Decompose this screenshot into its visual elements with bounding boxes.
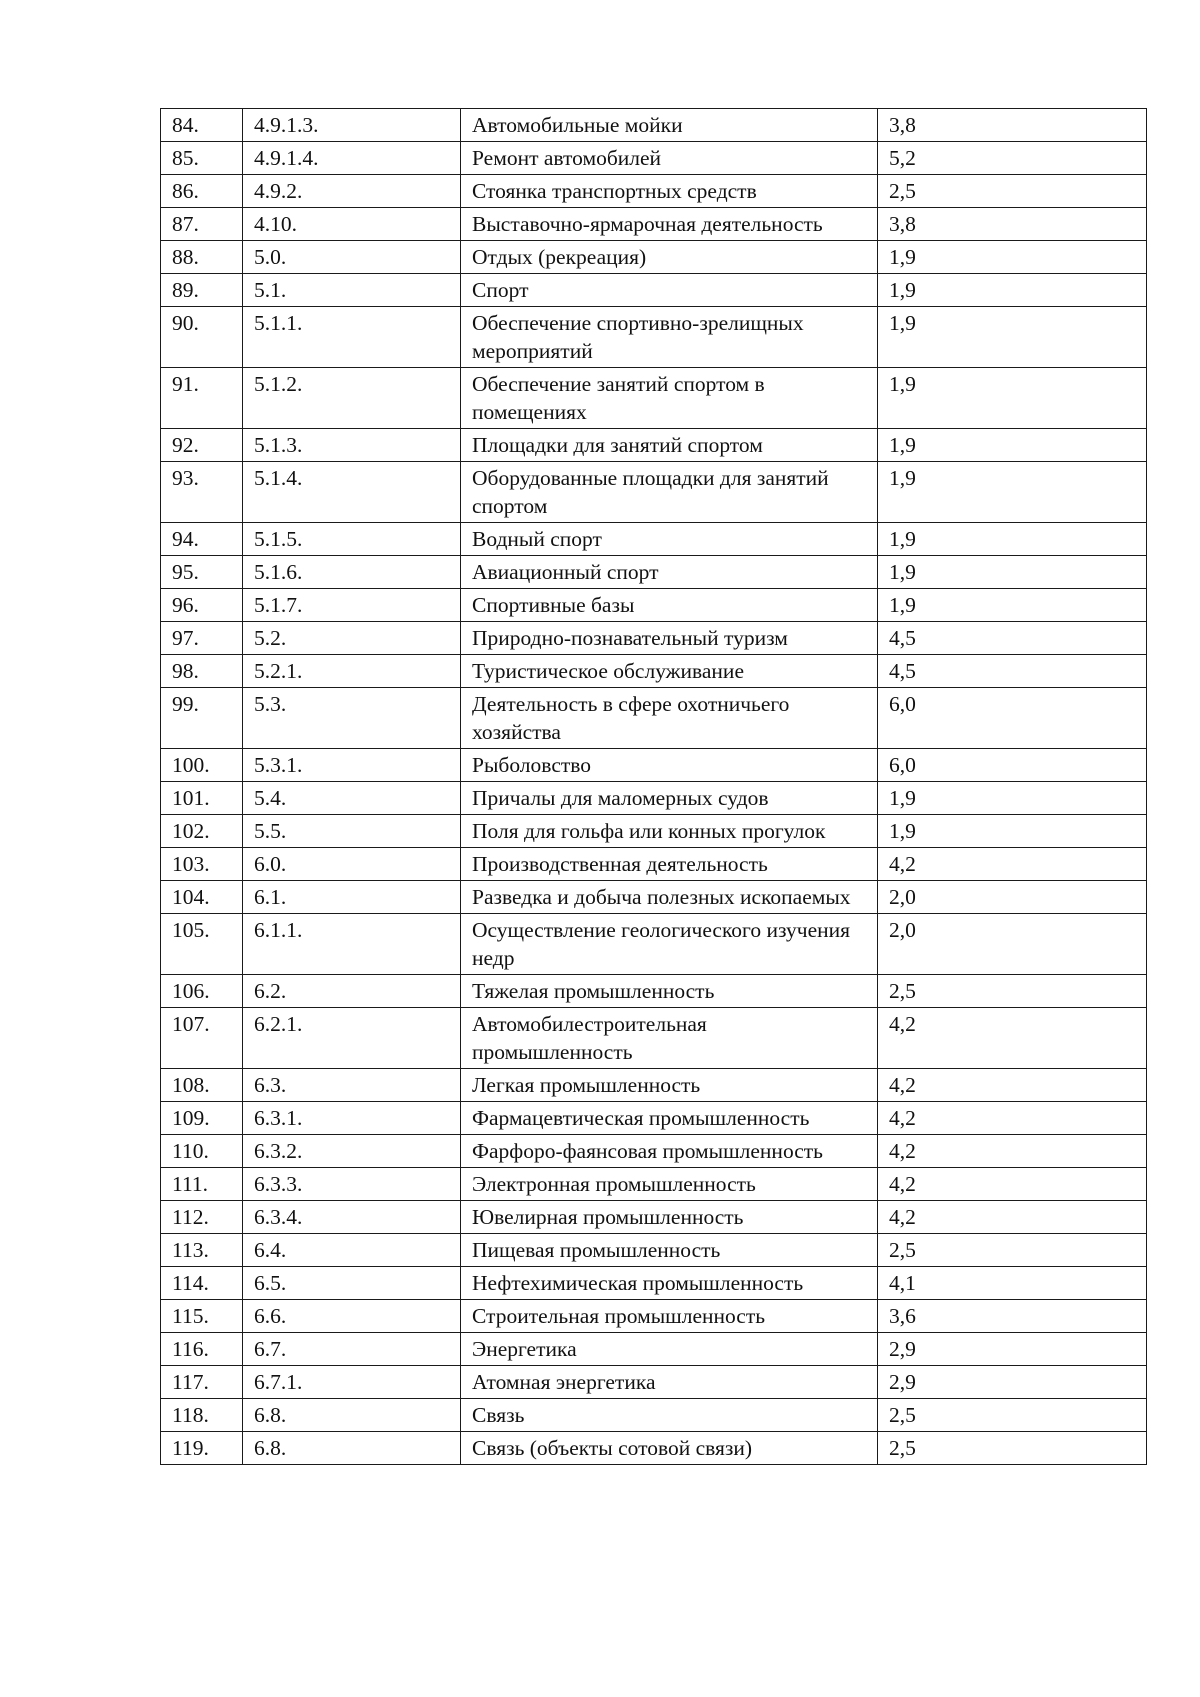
- row-number-cell: 106.: [161, 975, 243, 1008]
- activity-name-cell: Пищевая промышленность: [461, 1234, 878, 1267]
- row-number-cell: 94.: [161, 523, 243, 556]
- activity-name-cell: Выставочно-ярмарочная деятельность: [461, 208, 878, 241]
- code-cell: 6.3.1.: [243, 1102, 461, 1135]
- table-row: [161, 815, 1147, 848]
- row-number-cell: 87.: [161, 208, 243, 241]
- coefficient-cell: 4,2: [878, 1069, 1147, 1102]
- table-row: [161, 848, 1147, 881]
- table-row: [161, 749, 1147, 782]
- activity-name-cell: Автомобилестроительная промышленность: [461, 1008, 878, 1069]
- coefficient-cell: 6,0: [878, 749, 1147, 782]
- row-number-cell: 86.: [161, 175, 243, 208]
- coefficient-cell: 2,0: [878, 914, 1147, 975]
- code-cell: 5.2.1.: [243, 655, 461, 688]
- row-number-cell: 90.: [161, 307, 243, 368]
- code-cell: 6.5.: [243, 1267, 461, 1300]
- row-number-cell: 103.: [161, 848, 243, 881]
- row-number-cell: 109.: [161, 1102, 243, 1135]
- code-cell: 5.4.: [243, 782, 461, 815]
- row-number-cell: 96.: [161, 589, 243, 622]
- row-number-cell: 104.: [161, 881, 243, 914]
- table-row: [161, 556, 1147, 589]
- coefficient-cell: 2,5: [878, 1234, 1147, 1267]
- table-row: [161, 208, 1147, 241]
- code-cell: 5.1.1.: [243, 307, 461, 368]
- code-cell: 6.4.: [243, 1234, 461, 1267]
- coefficient-cell: 2,5: [878, 1399, 1147, 1432]
- code-cell: 4.9.1.3.: [243, 109, 461, 142]
- table-row: [161, 589, 1147, 622]
- coefficient-cell: 4,2: [878, 1201, 1147, 1234]
- activity-name-cell: Авиационный спорт: [461, 556, 878, 589]
- row-number-cell: 107.: [161, 1008, 243, 1069]
- table-row: [161, 881, 1147, 914]
- code-cell: 6.2.: [243, 975, 461, 1008]
- activity-name-cell: Обеспечение спортивно-зрелищных мероприятий: [461, 307, 878, 368]
- activity-name-cell: Электронная промышленность: [461, 1168, 878, 1201]
- row-number-cell: 114.: [161, 1267, 243, 1300]
- row-number-cell: 117.: [161, 1366, 243, 1399]
- code-cell: 6.8.: [243, 1432, 461, 1465]
- row-number-cell: 100.: [161, 749, 243, 782]
- row-number-cell: 115.: [161, 1300, 243, 1333]
- coefficient-cell: 4,1: [878, 1267, 1147, 1300]
- coefficient-cell: 6,0: [878, 688, 1147, 749]
- activity-name-cell: Связь (объекты сотовой связи): [461, 1432, 878, 1465]
- code-cell: 6.3.2.: [243, 1135, 461, 1168]
- coefficient-cell: 4,2: [878, 1008, 1147, 1069]
- table-row: [161, 975, 1147, 1008]
- row-number-cell: 98.: [161, 655, 243, 688]
- coefficient-cell: 2,5: [878, 175, 1147, 208]
- table-row: [161, 622, 1147, 655]
- row-number-cell: 91.: [161, 368, 243, 429]
- table-row: [161, 1069, 1147, 1102]
- code-cell: 6.3.4.: [243, 1201, 461, 1234]
- table-row: [161, 109, 1147, 142]
- coefficient-cell: 2,5: [878, 975, 1147, 1008]
- activity-name-cell: Деятельность в сфере охотничьего хозяйства: [461, 688, 878, 749]
- activity-name-cell: Водный спорт: [461, 523, 878, 556]
- activity-name-cell: Легкая промышленность: [461, 1069, 878, 1102]
- row-number-cell: 92.: [161, 429, 243, 462]
- coefficient-cell: 3,6: [878, 1300, 1147, 1333]
- coefficient-cell: 1,9: [878, 589, 1147, 622]
- coefficient-cell: 1,9: [878, 274, 1147, 307]
- code-cell: 5.5.: [243, 815, 461, 848]
- activity-name-cell: Оборудованные площадки для занятий спортом: [461, 462, 878, 523]
- code-cell: 6.0.: [243, 848, 461, 881]
- coefficient-cell: 2,0: [878, 881, 1147, 914]
- coefficient-cell: 2,5: [878, 1432, 1147, 1465]
- table-body: [161, 109, 1147, 1465]
- row-number-cell: 93.: [161, 462, 243, 523]
- coefficient-cell: 1,9: [878, 782, 1147, 815]
- land-use-table: [160, 108, 1147, 1465]
- table-row: [161, 1432, 1147, 1465]
- activity-name-cell: Спорт: [461, 274, 878, 307]
- coefficient-cell: 1,9: [878, 462, 1147, 523]
- table-row: [161, 1234, 1147, 1267]
- activity-name-cell: Стоянка транспортных средств: [461, 175, 878, 208]
- activity-name-cell: Спортивные базы: [461, 589, 878, 622]
- activity-name-cell: Ремонт автомобилей: [461, 142, 878, 175]
- table-row: [161, 368, 1147, 429]
- code-cell: 6.1.: [243, 881, 461, 914]
- row-number-cell: 119.: [161, 1432, 243, 1465]
- code-cell: 5.3.: [243, 688, 461, 749]
- activity-name-cell: Поля для гольфа или конных прогулок: [461, 815, 878, 848]
- table-row: [161, 1333, 1147, 1366]
- coefficient-cell: 3,8: [878, 109, 1147, 142]
- activity-name-cell: Обеспечение занятий спортом в помещениях: [461, 368, 878, 429]
- coefficient-cell: 1,9: [878, 815, 1147, 848]
- activity-name-cell: Причалы для маломерных судов: [461, 782, 878, 815]
- table-row: [161, 1008, 1147, 1069]
- row-number-cell: 95.: [161, 556, 243, 589]
- table-row: [161, 655, 1147, 688]
- coefficient-cell: 2,9: [878, 1333, 1147, 1366]
- activity-name-cell: Тяжелая промышленность: [461, 975, 878, 1008]
- row-number-cell: 113.: [161, 1234, 243, 1267]
- activity-name-cell: Фарфоро-фаянсовая промышленность: [461, 1135, 878, 1168]
- row-number-cell: 116.: [161, 1333, 243, 1366]
- code-cell: 5.1.7.: [243, 589, 461, 622]
- activity-name-cell: Площадки для занятий спортом: [461, 429, 878, 462]
- activity-name-cell: Отдых (рекреация): [461, 241, 878, 274]
- coefficient-cell: 4,2: [878, 1168, 1147, 1201]
- row-number-cell: 111.: [161, 1168, 243, 1201]
- activity-name-cell: Связь: [461, 1399, 878, 1432]
- code-cell: 6.3.3.: [243, 1168, 461, 1201]
- code-cell: 5.1.2.: [243, 368, 461, 429]
- activity-name-cell: Разведка и добыча полезных ископаемых: [461, 881, 878, 914]
- row-number-cell: 101.: [161, 782, 243, 815]
- table-row: [161, 688, 1147, 749]
- code-cell: 5.2.: [243, 622, 461, 655]
- activity-name-cell: Туристическое обслуживание: [461, 655, 878, 688]
- code-cell: 5.1.4.: [243, 462, 461, 523]
- table-row: [161, 307, 1147, 368]
- table-row: [161, 914, 1147, 975]
- coefficient-cell: 4,5: [878, 655, 1147, 688]
- row-number-cell: 108.: [161, 1069, 243, 1102]
- coefficient-cell: 4,5: [878, 622, 1147, 655]
- coefficient-cell: 4,2: [878, 1135, 1147, 1168]
- table-row: [161, 241, 1147, 274]
- table-row: [161, 1201, 1147, 1234]
- table-row: [161, 1300, 1147, 1333]
- activity-name-cell: Фармацевтическая промышленность: [461, 1102, 878, 1135]
- coefficient-cell: 4,2: [878, 1102, 1147, 1135]
- activity-name-cell: Рыболовство: [461, 749, 878, 782]
- coefficient-cell: 1,9: [878, 523, 1147, 556]
- activity-name-cell: Автомобильные мойки: [461, 109, 878, 142]
- code-cell: 6.7.: [243, 1333, 461, 1366]
- activity-name-cell: Нефтехимическая промышленность: [461, 1267, 878, 1300]
- row-number-cell: 85.: [161, 142, 243, 175]
- code-cell: 6.2.1.: [243, 1008, 461, 1069]
- activity-name-cell: Природно-познавательный туризм: [461, 622, 878, 655]
- code-cell: 5.1.5.: [243, 523, 461, 556]
- coefficient-cell: 5,2: [878, 142, 1147, 175]
- row-number-cell: 112.: [161, 1201, 243, 1234]
- coefficient-cell: 1,9: [878, 429, 1147, 462]
- code-cell: 6.3.: [243, 1069, 461, 1102]
- coefficient-cell: 1,9: [878, 556, 1147, 589]
- coefficient-cell: 1,9: [878, 368, 1147, 429]
- table-row: [161, 175, 1147, 208]
- table-row: [161, 782, 1147, 815]
- table-row: [161, 429, 1147, 462]
- row-number-cell: 88.: [161, 241, 243, 274]
- row-number-cell: 99.: [161, 688, 243, 749]
- coefficient-cell: 2,9: [878, 1366, 1147, 1399]
- row-number-cell: 97.: [161, 622, 243, 655]
- table-row: [161, 462, 1147, 523]
- row-number-cell: 89.: [161, 274, 243, 307]
- activity-name-cell: Строительная промышленность: [461, 1300, 878, 1333]
- row-number-cell: 105.: [161, 914, 243, 975]
- code-cell: 4.10.: [243, 208, 461, 241]
- table-row: [161, 1135, 1147, 1168]
- table-row: [161, 1267, 1147, 1300]
- row-number-cell: 102.: [161, 815, 243, 848]
- activity-name-cell: Осуществление геологического изучения недр: [461, 914, 878, 975]
- code-cell: 5.1.3.: [243, 429, 461, 462]
- code-cell: 6.7.1.: [243, 1366, 461, 1399]
- code-cell: 6.8.: [243, 1399, 461, 1432]
- code-cell: 5.1.6.: [243, 556, 461, 589]
- code-cell: 6.1.1.: [243, 914, 461, 975]
- row-number-cell: 110.: [161, 1135, 243, 1168]
- code-cell: 6.6.: [243, 1300, 461, 1333]
- row-number-cell: 84.: [161, 109, 243, 142]
- table-row: [161, 274, 1147, 307]
- table-row: [161, 1168, 1147, 1201]
- table-row: [161, 523, 1147, 556]
- coefficient-cell: 4,2: [878, 848, 1147, 881]
- coefficient-cell: 1,9: [878, 241, 1147, 274]
- table-row: [161, 1366, 1147, 1399]
- coefficient-cell: 3,8: [878, 208, 1147, 241]
- code-cell: 4.9.2.: [243, 175, 461, 208]
- activity-name-cell: Энергетика: [461, 1333, 878, 1366]
- coefficient-cell: 1,9: [878, 307, 1147, 368]
- table-row: [161, 1102, 1147, 1135]
- table-row: [161, 1399, 1147, 1432]
- table-row: [161, 142, 1147, 175]
- code-cell: 4.9.1.4.: [243, 142, 461, 175]
- activity-name-cell: Производственная деятельность: [461, 848, 878, 881]
- row-number-cell: 118.: [161, 1399, 243, 1432]
- code-cell: 5.0.: [243, 241, 461, 274]
- activity-name-cell: Ювелирная промышленность: [461, 1201, 878, 1234]
- activity-name-cell: Атомная энергетика: [461, 1366, 878, 1399]
- code-cell: 5.1.: [243, 274, 461, 307]
- code-cell: 5.3.1.: [243, 749, 461, 782]
